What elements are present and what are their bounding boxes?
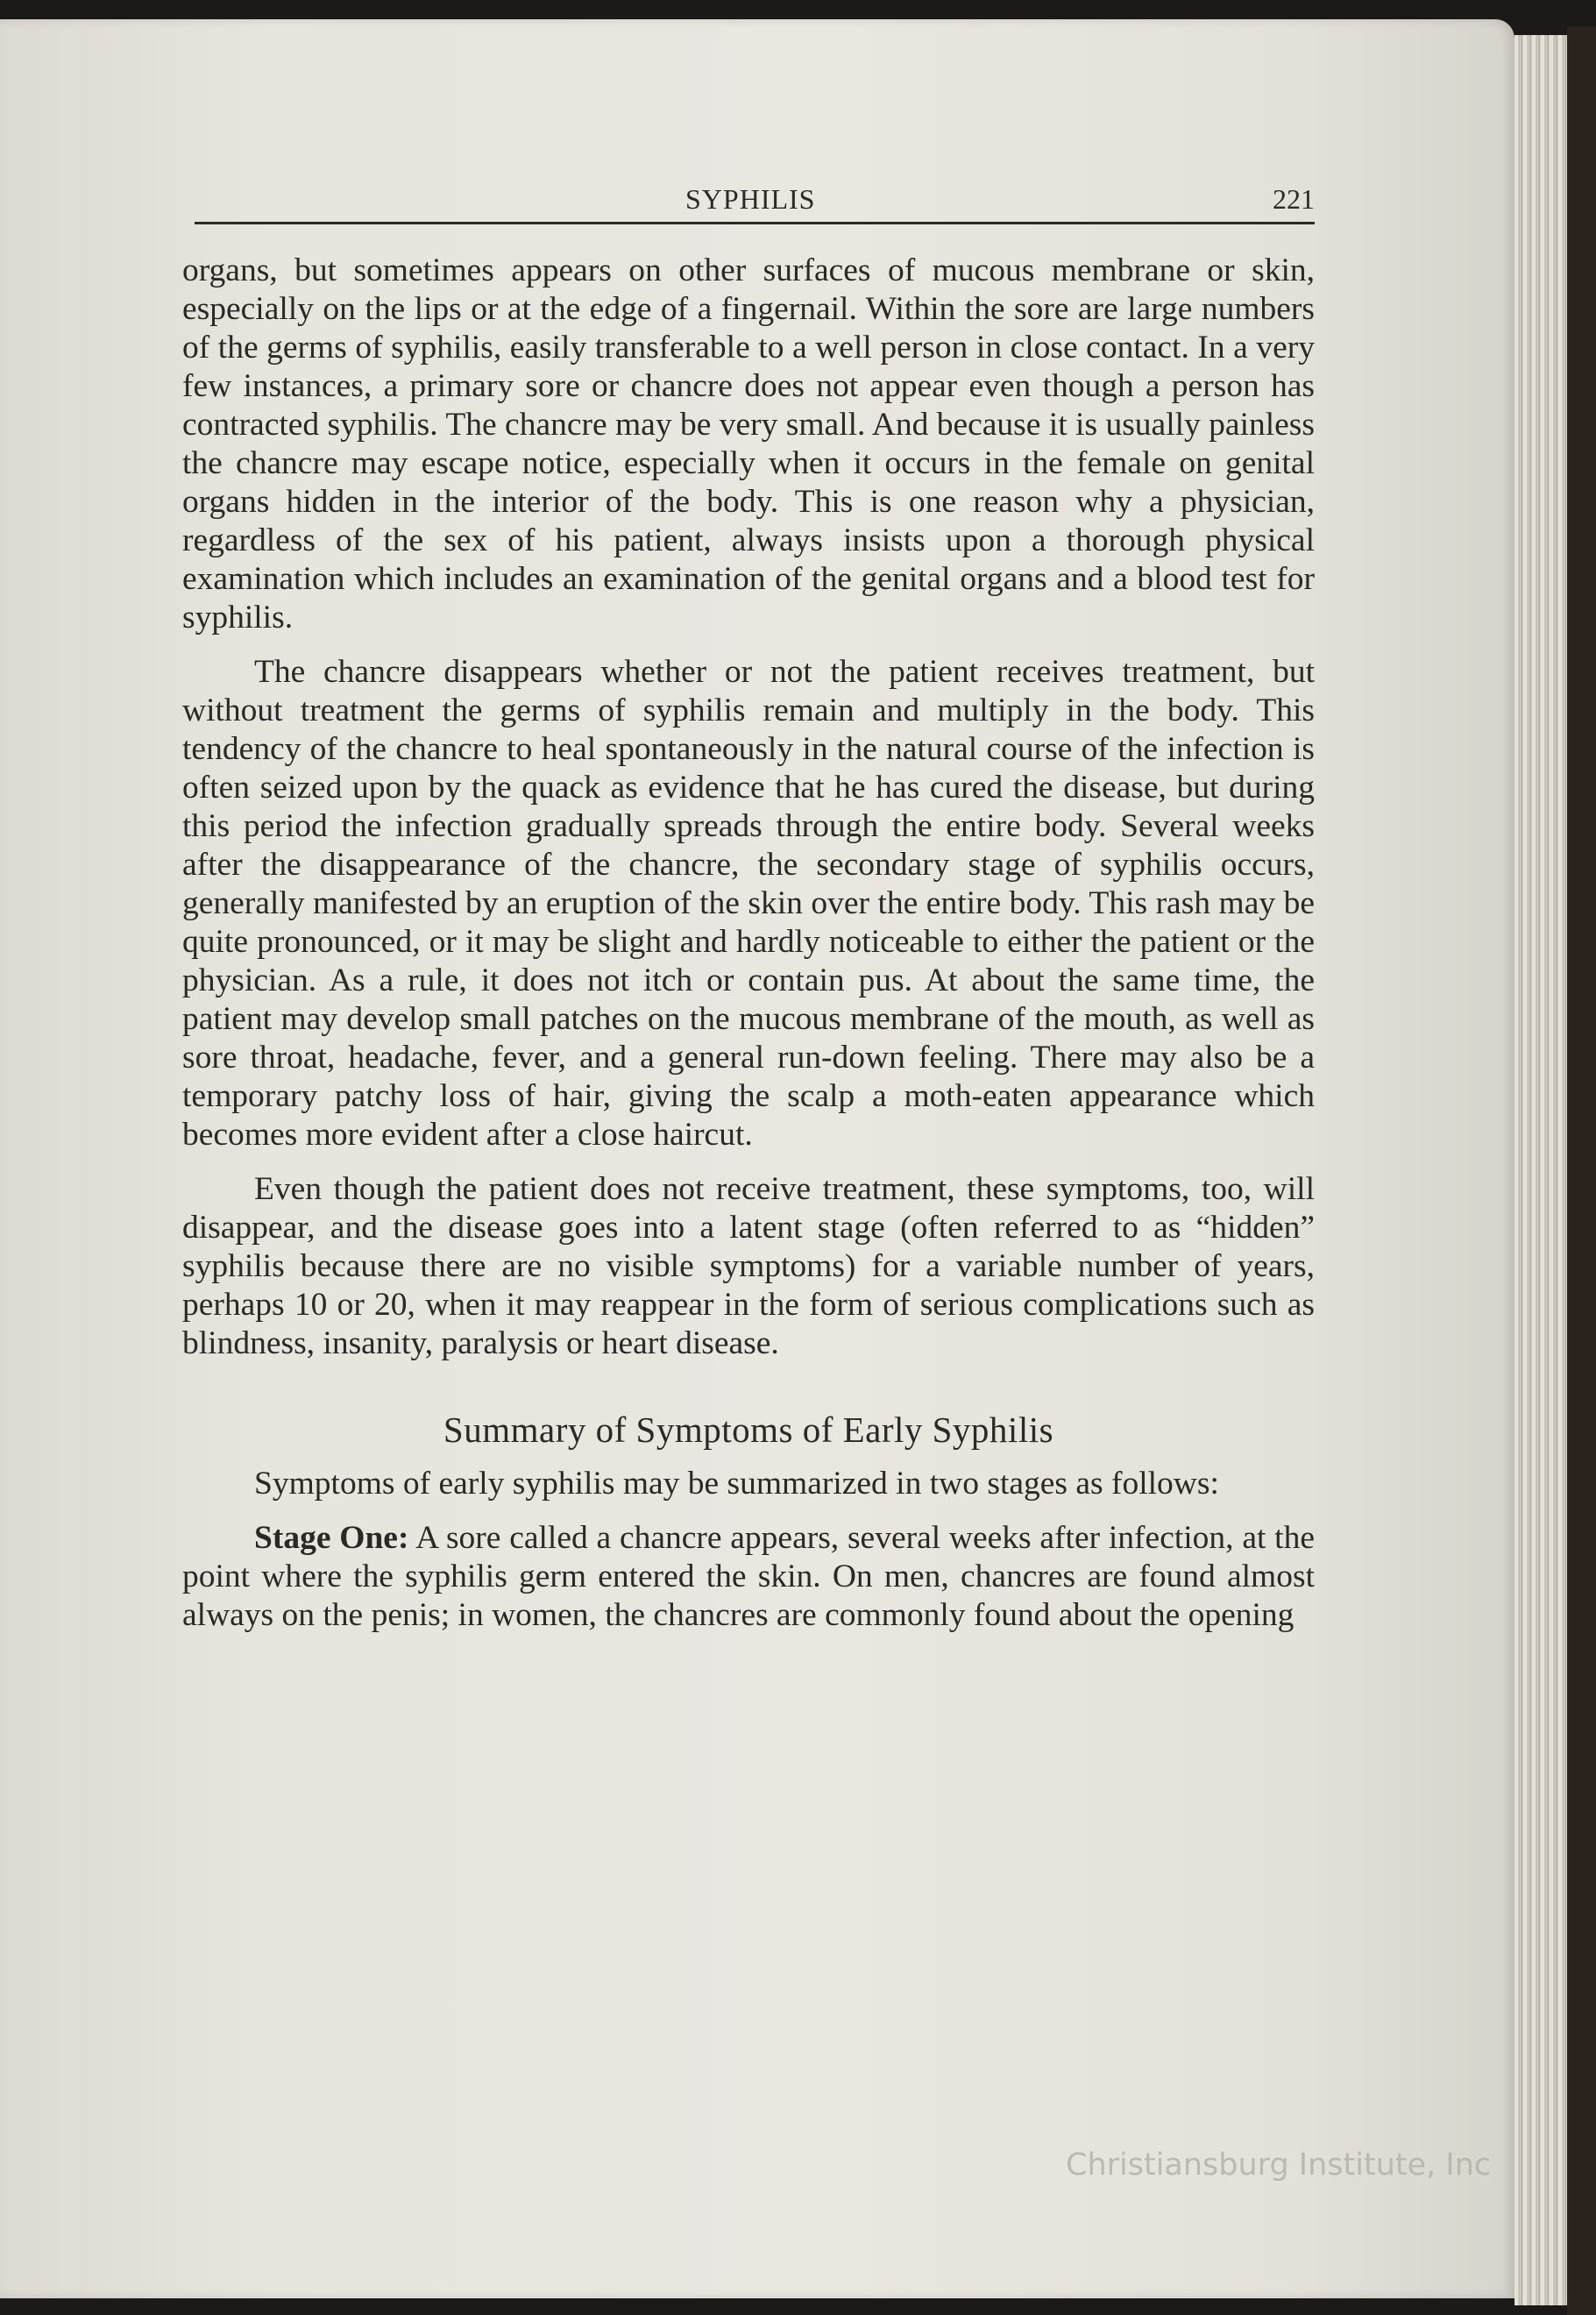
page-edges (1514, 35, 1567, 2305)
paragraph-2: The chancre disappears whether or not the patient receives treatment, but without treatment the germs of syphilis remain and multiply in the body. This tendency of the chancre to heal spontaneously in the natural course of the infection is often seized upon by the quack as evidence that he has cured the disease, but during this period the infection gradually spreads through the entire body. Several weeks after the disappearance of the chancre, the secondary stage of syphilis occurs, generally manifested by an eruption of the skin over the entire body. This rash may be quite pronounced, or it may be slight and hardly noticeable to either the patient or the physician. As a rule, it does not itch or contain pus. At about the same time, the patient may develop small patches on the mucous membrane of the mouth, as well as sore throat, headache, fever, and a general run-down feeling. There may also be a temporary patchy loss of hair, giving the scalp a moth-eaten appearance which becomes more evident after a close haircut. (182, 654, 1315, 1153)
stage-one-text: A sore called a chancre appears, several weeks after infection, at the point where the syphilis germ entered the skin. On men, chancres are found almost always on the penis; in women, the chancres are commonly found about the opening (182, 1520, 1315, 1633)
paragraph-3: Even though the patient does not receive treatment, these symptoms, too, will disappear, and the disease goes into a latent stage (often referred to as “hidden” syphilis because there are no visible symptoms) for a variable number of years, perhaps 10 or 20, when it may reappear in the form of serious complications such as blindness, insanity, paralysis or heart disease. (182, 1171, 1315, 1361)
running-header (195, 180, 1315, 224)
paragraph-4: Symptoms of early syphilis may be summarized in two stages as follows: (254, 1466, 1219, 1502)
book-cover-edge (1567, 26, 1596, 2315)
header-title: SYPHILIS (685, 183, 816, 215)
section-heading: Summary of Symptoms of Early Syphilis (443, 1410, 1054, 1450)
page-number: 221 (1273, 183, 1315, 215)
stage-one-label: Stage One: (254, 1520, 409, 1556)
watermark: Christiansburg Institute, Inc (1066, 2148, 1492, 2183)
paragraph-1: organs, but sometimes appears on other surfaces of mucous membrane or skin, especially on the lips or at the edge of a fingernail. Within the sore are large numbers of the germs of syphilis, easily transferable to a well person in close contact. In a very few instances, a primary sore or chancre does not appear even though a person has contracted syphilis. The chancre may be very small. And because it is usually painless the chancre may escape notice, especially when it occurs in the female on genital organs hidden in the interior of the body. This is one reason why a physician, regardless of the sex of his patient, always insists upon a thorough physical examination which includes an examination of the genital organs and a blood test for syphilis. (182, 252, 1315, 636)
paragraph-5 (182, 1519, 1315, 1635)
body-text (182, 252, 1315, 1635)
